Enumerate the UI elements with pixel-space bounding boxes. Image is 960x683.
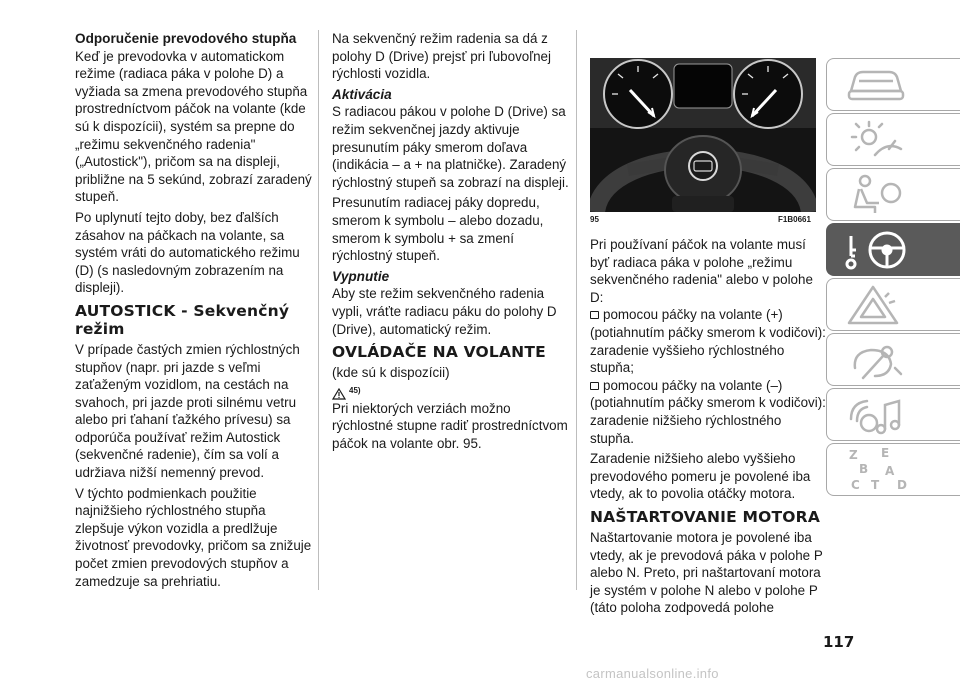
section-heading-autostick: AUTOSTICK - Sekvenčný režim xyxy=(75,301,290,338)
text-column-2 xyxy=(332,30,570,455)
tab-dashboard-lights[interactable] xyxy=(826,113,960,166)
paragraph: Po uplynutí tejto doby, bez ďalších zásahov na páčkach na volante, sa systém vráti do automatického režimu (D) (s nasledovným zobrazením na displeji). xyxy=(75,209,300,296)
car-icon xyxy=(845,65,907,105)
subheading-activation: Aktivácia xyxy=(332,86,392,102)
paragraph: V týchto podmienkach použitie najnižšieho rýchlostného stupňa zlepšuje výkon vozidla a predlžuje životnosť prevodovky, pričom sa znižuje počet zmien prevodových stupňov a zamedzuje sa prehriatiu. xyxy=(75,485,312,589)
text-column-3 xyxy=(590,236,826,620)
bullet-square-icon xyxy=(590,382,599,390)
bullet-item xyxy=(590,377,826,447)
paragraph: Zaradenie nižšieho alebo vyššieho prevodového pomeru je povolené iba vtedy, ak to povolia otáčky motora. xyxy=(590,451,811,502)
paragraph: Pri niektorých verziách možno rýchlostné stupne radiť prostredníctvom páčok na volante obr. 95. xyxy=(332,400,568,451)
index-letters-icon xyxy=(845,447,917,493)
tab-maintenance[interactable] xyxy=(826,333,960,386)
warning-triangle-icon xyxy=(845,283,907,327)
chapter-tabs xyxy=(826,58,960,498)
paragraph: (kde sú k dispozícii) xyxy=(332,365,450,381)
warning-reference[interactable] xyxy=(332,382,570,400)
multimedia-icon xyxy=(845,393,907,437)
figure-steering-wheel-paddles xyxy=(590,58,816,212)
warning-reference-number: 45) xyxy=(349,386,361,396)
tab-index[interactable] xyxy=(826,443,960,496)
text-column-1 xyxy=(75,30,313,593)
index-letter: Z xyxy=(849,447,858,462)
tab-car-overview[interactable] xyxy=(826,58,960,111)
subheading-deactivation: Vypnutie xyxy=(332,268,390,284)
tab-starting-driving[interactable] xyxy=(826,223,960,276)
index-letter: T xyxy=(871,477,880,492)
page-number: 117 xyxy=(823,633,855,651)
tab-multimedia[interactable] xyxy=(826,388,960,441)
index-letter: B xyxy=(859,461,869,476)
paragraph: Na sekvenčný režim radenia sa dá z polohy D (Drive) prejsť pri ľubovoľnej rýchlosti vozidla. xyxy=(332,31,551,82)
subheading-gear-recommendation: Odporučenie prevodového stupňa xyxy=(75,31,297,46)
index-letter: C xyxy=(851,477,860,492)
column-divider xyxy=(318,30,319,590)
paragraph: Aby ste režim sekvenčného radenia vypli, vráťte radiacu páku do polohy D (Drive), automatický režim. xyxy=(332,286,557,337)
bullet-text: pomocou páčky na volante (+) (potiahnutím páčky smerom k vodičovi): zaradenie vyššieho rýchlostného stupňa; xyxy=(590,307,826,376)
steering-wheel-illustration xyxy=(590,58,816,212)
airbag-seat-icon xyxy=(845,173,907,217)
index-letter: A xyxy=(885,463,895,478)
dashboard-lights-icon xyxy=(845,119,907,161)
paragraph: Presunutím radiacej páky dopredu, smerom k symbolu – alebo dozadu, smerom k symbolu + sa zmení rýchlostný stupeň. xyxy=(332,195,544,264)
column-divider xyxy=(576,30,577,590)
index-letter: D xyxy=(897,477,907,492)
watermark-footer: carmanualsonline.info xyxy=(586,666,719,681)
steering-wheel-key-icon xyxy=(845,228,911,272)
bullet-text: pomocou páčky na volante (–) (potiahnutím páčky smerom k vodičovi): zaradenie nižšieho rýchlostného stupňa. xyxy=(590,377,826,446)
paragraph: V prípade častých zmien rýchlostných stupňov (napr. pri jazde s veľmi zaťaženým vozidlom, na cestách na svahoch, pri jazde proti silnému vetru alebo pri ťahaní ťažkého prívesu) sa odporúča používať režim Autostick (sekvenčné radenie), čím sa volí a udržiava nižší nemenný prevod. xyxy=(75,341,300,481)
bullet-item xyxy=(590,306,826,376)
paragraph: Pri používaní páčok na volante musí byť radiaca páka v polohe „režimu sekvenčného radenia" alebo v polohe D: xyxy=(590,237,813,305)
figure-number: 95 xyxy=(590,215,599,224)
tab-emergency[interactable] xyxy=(826,278,960,331)
warning-icon xyxy=(332,388,346,400)
section-heading-engine-start: NAŠTARTOVANIE MOTORA xyxy=(590,507,821,526)
section-heading-steering-controls: OVLÁDAČE NA VOLANTE xyxy=(332,343,546,362)
index-letter: E xyxy=(881,446,890,460)
figure-code: F1B0661 xyxy=(778,215,811,224)
bullet-square-icon xyxy=(590,311,599,319)
maintenance-icon xyxy=(845,338,907,382)
paragraph: Keď je prevodovka v automatickom režime (radiaca páka v polohe D) a vyžiada sa zmena prevodového stupňa prostredníctvom páčok na volante (kde sú k dispozícii), systém sa prepne do „režimu sekvenčného radenia" („Autostick"), pričom sa na displeji, približne na 5 sekúnd, zobrazí zaradený stupeň. xyxy=(75,48,312,205)
tab-safety[interactable] xyxy=(826,168,960,221)
paragraph: S radiacou pákou v polohe D (Drive) sa režim sekvenčnej jazdy aktivuje presunutím páky smerom doľava (indikácia – a + na platničke). Zaradený rýchlostný stupeň sa zobrazí na displeji. xyxy=(332,104,569,190)
paragraph: Naštartovanie motora je povolené iba vtedy, ak je prevodová páka v polohe P alebo N. Preto, pri naštartovaní motora je systém v polohe N alebo v polohe P (táto poloha zodpovedá polohe xyxy=(590,529,823,616)
